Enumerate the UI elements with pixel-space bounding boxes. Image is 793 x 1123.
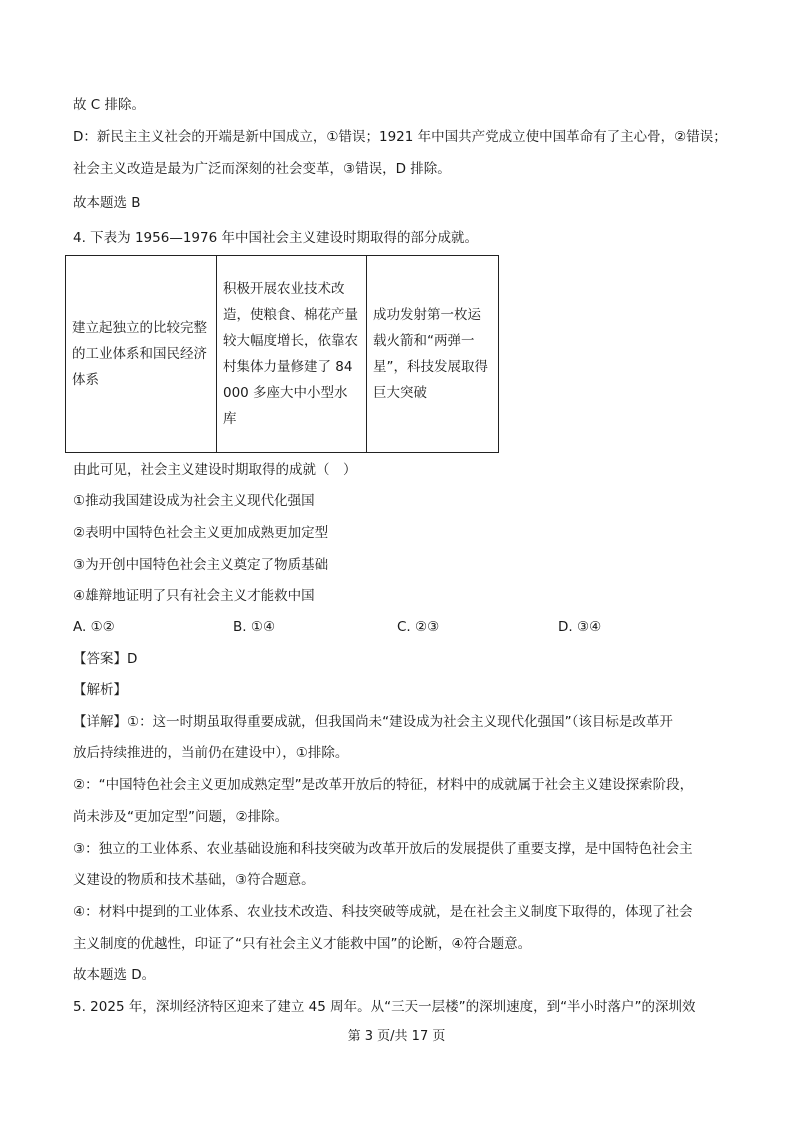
- option-b: B. ①④: [233, 619, 276, 635]
- question-5-title: 5. 2025 年，深圳经济特区迎来了建立 45 周年。从“三天一层楼”的深圳速度，到“半小时落户”的深圳效: [73, 999, 696, 1015]
- statement-1: ①推动我国建设成为社会主义现代化强国: [73, 493, 315, 509]
- analysis-line: 主义制度的优越性，印证了“只有社会主义才能救中国”的论断，④符合题意。: [73, 936, 532, 952]
- text-line: 故本题选 B: [73, 195, 141, 211]
- analysis-line: 放后持续推进的，当前仍在建设中），①排除。: [73, 745, 349, 761]
- question-4-title: 4. 下表为 1956—1976 年中国社会主义建设时期取得的部分成就。: [73, 230, 478, 246]
- answer-label: 【答案】D: [73, 651, 138, 667]
- analysis-line: ④：材料中提到的工业体系、农业技术改造、科技突破等成就，是在社会主义制度下取得的，体现了社会: [73, 904, 693, 920]
- statement-4: ④雄辩地证明了只有社会主义才能救中国: [73, 588, 315, 604]
- table-cell-science: 成功发射第一枚运载火箭和“两弹一星”，科技发展取得巨大突破: [367, 256, 499, 453]
- text-line: 故 C 排除。: [73, 97, 146, 113]
- analysis-line: ③：独立的工业体系、农业基础设施和科技突破为改革开放后的发展提供了重要支撑，是中国特色社会主: [73, 841, 693, 857]
- statement-2: ②表明中国特色社会主义更加成熟更加定型: [73, 525, 329, 541]
- option-c: C. ②③: [397, 619, 440, 635]
- table-cell-agriculture: 积极开展农业技术改造，使粮食、棉花产量较大幅度增长，依靠农村集体力量修建了 84000 多座大中小型水库: [217, 256, 367, 453]
- page-footer: 第 3 页/共 17 页: [347, 1029, 446, 1044]
- analysis-label: 【解析】: [73, 682, 127, 698]
- question-stem: 由此可见，社会主义建设时期取得的成就（ ）: [73, 462, 357, 478]
- achievements-table: [65, 255, 499, 453]
- statement-3: ③为开创中国特色社会主义奠定了物质基础: [73, 557, 329, 573]
- table-cell-industry: 建立起独立的比较完整的工业体系和国民经济体系: [66, 256, 217, 453]
- analysis-line: ②：“中国特色社会主义更加成熟定型”是改革开放后的特征，材料中的成就属于社会主义建设探索阶段，: [73, 777, 694, 793]
- option-d: D. ③④: [558, 619, 602, 635]
- table-row: [66, 256, 499, 453]
- analysis-line: 故本题选 D。: [73, 967, 156, 983]
- text-line: D：新民主主义社会的开端是新中国成立，①错误；1921 年中国共产党成立使中国革命有了主心骨，②错误；: [73, 129, 727, 145]
- analysis-line: 【详解】①：这一时期虽取得重要成就，但我国尚未“建设成为社会主义现代化强国”（该目标是改革开: [73, 714, 673, 730]
- analysis-line: 尚未涉及“更加定型”问题，②排除。: [73, 809, 289, 825]
- analysis-line: 义建设的物质和技术基础，③符合题意。: [73, 872, 315, 888]
- option-a: A. ①②: [73, 619, 115, 635]
- text-line: 社会主义改造是最为广泛而深刻的社会变革，③错误，D 排除。: [73, 161, 451, 177]
